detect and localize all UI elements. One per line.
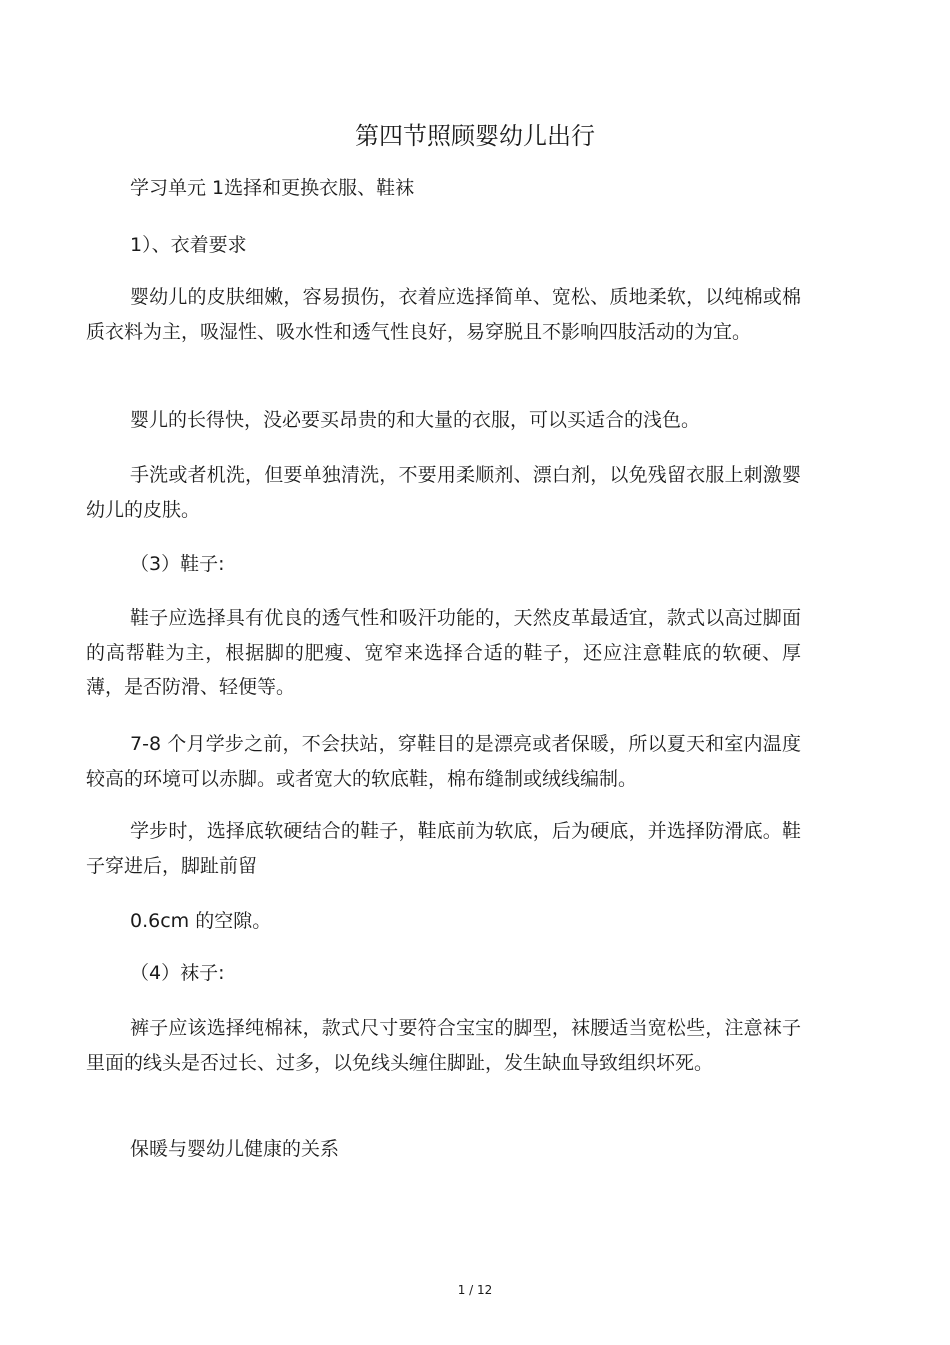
paragraph-clothing-purchase: 婴儿的长得快，没必要买昂贵的和大量的衣服，可以买适合的浅色。 xyxy=(130,409,701,431)
paragraph-shoes-learning-walk: 学步时，选择底软硬结合的鞋子，鞋底前为软底，后为硬底，并选择防滑底。鞋子穿进后，脚趾前留 xyxy=(86,820,801,877)
page-indicator: 1 / 12 xyxy=(457,1283,493,1297)
paragraph-shoes-gap: 0.6cm 的空隙。 xyxy=(130,910,272,932)
paragraph-clothing-requirements: 婴幼儿的皮肤细嫩，容易损伤，衣着应选择简单、宽松、质地柔软，以纯棉或棉质衣料为主，吸湿性、吸水性和透气性良好，易穿脱且不影响四肢活动的为宜。 xyxy=(86,286,801,343)
section-heading-socks: （4）袜子: xyxy=(130,962,225,984)
section-heading-warmth: 保暖与婴幼儿健康的关系 xyxy=(130,1138,340,1160)
paragraph-shoes-before-walking: 7-8 个月学步之前，不会扶站，穿鞋目的是漂亮或者保暖，所以夏天和室内温度较高的环境可以赤脚。或者宽大的软底鞋，棉布缝制或绒线编制。 xyxy=(86,733,801,790)
page-title: 第四节照顾婴幼儿出行 xyxy=(355,122,595,150)
section-heading-shoes: （3）鞋子: xyxy=(130,553,225,575)
paragraph-shoes-selection: 鞋子应选择具有优良的透气性和吸汗功能的，天然皮革最适宜，款式以高过脚面的高帮鞋为主，根据脚的肥瘦、宽窄来选择合适的鞋子，还应注意鞋底的软硬、厚薄，是否防滑、轻便等。 xyxy=(86,607,801,698)
section-heading-clothing: 1）、衣着要求 xyxy=(130,234,247,256)
paragraph-clothing-washing: 手洗或者机洗，但要单独清洗，不要用柔顺剂、漂白剂，以免残留衣服上刺激婴幼儿的皮肤。 xyxy=(86,464,801,521)
paragraph-socks: 裤子应该选择纯棉袜，款式尺寸要符合宝宝的脚型，袜腰适当宽松些，注意袜子里面的线头是否过长、过多，以免线头缠住脚趾，发生缺血导致组织坏死。 xyxy=(86,1017,801,1074)
unit-heading: 学习单元 1选择和更换衣服、鞋袜 xyxy=(130,177,415,199)
